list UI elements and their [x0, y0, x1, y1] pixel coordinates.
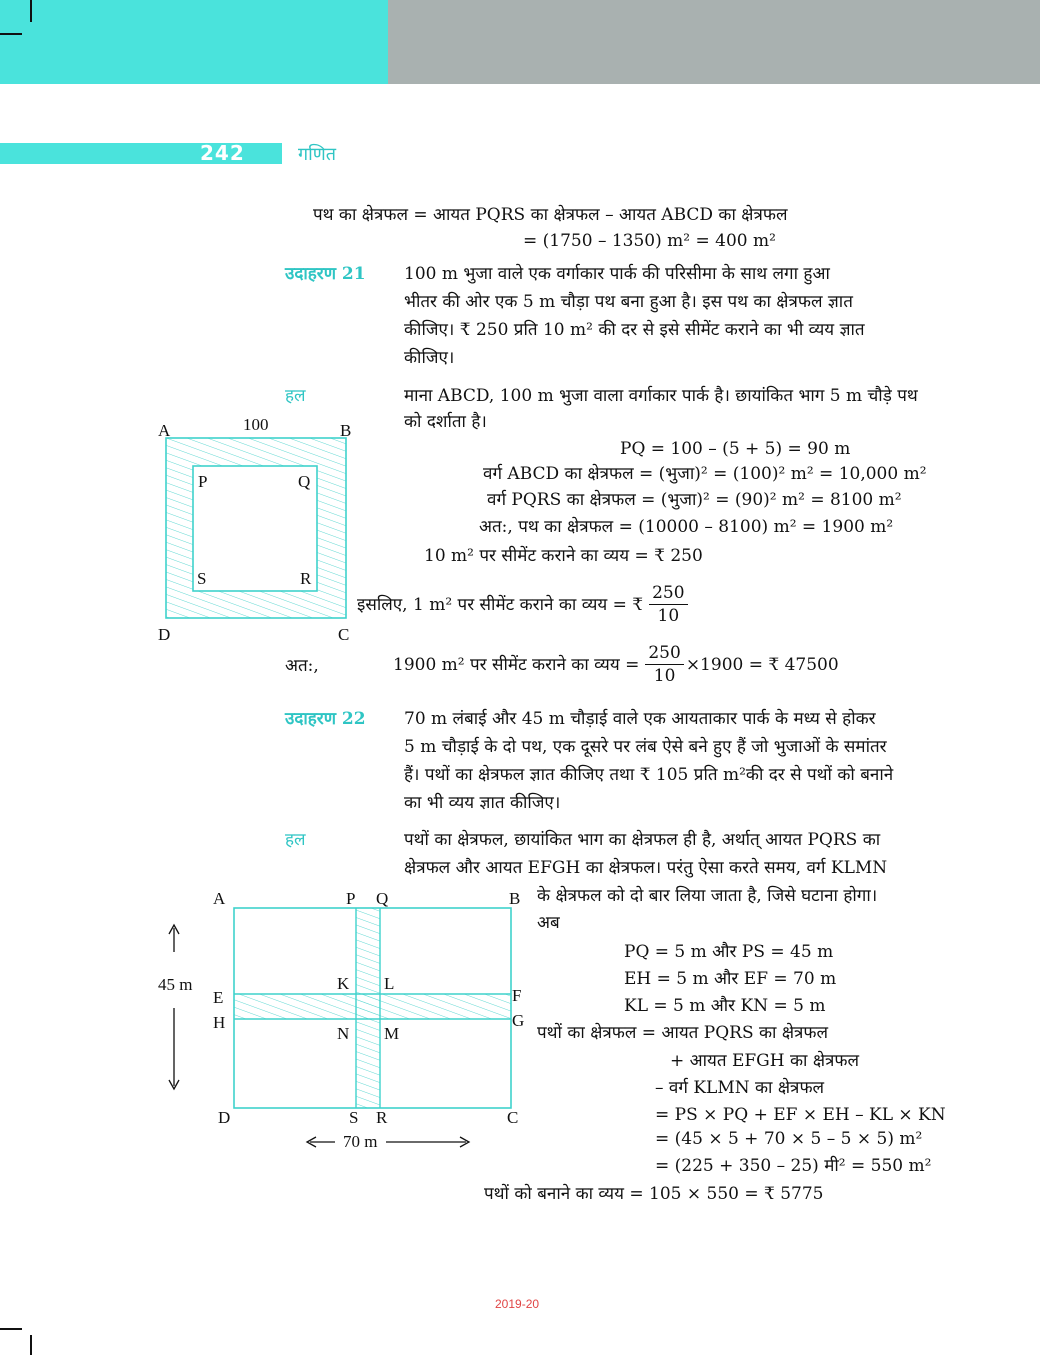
header-teal-band: [0, 0, 388, 84]
vertex-label-a: A: [213, 889, 226, 908]
vertex-label-g: G: [512, 1011, 525, 1030]
crop-mark: [0, 33, 22, 35]
fraction-numerator: 250: [645, 642, 683, 665]
example-22-question-line: का भी व्यय ज्ञात कीजिए।: [404, 793, 561, 813]
intro-line-1: पथ का क्षेत्रफल = आयत PQRS का क्षेत्रफल – आयत ABCD का क्षेत्रफल: [313, 205, 788, 225]
side-label: 100: [243, 415, 269, 434]
subject-title: गणित: [298, 144, 337, 165]
example-22-solution-intro: पथों का क्षेत्रफल, छायांकित भाग का क्षेत्रफल ही है, अर्थात् आयत PQRS का: [404, 830, 881, 850]
vertex-label-l: L: [384, 974, 395, 993]
vertex-label-s: S: [349, 1108, 359, 1127]
crop-mark: [30, 0, 32, 22]
vertex-label-r: R: [300, 569, 312, 588]
example-21-step: वर्ग PQRS का क्षेत्रफल = (भुजा)² = (90)² m² = 8100 m²: [487, 490, 902, 510]
square-park-figure: [150, 410, 370, 645]
example-22-step: KL = 5 m और KN = 5 m: [624, 996, 826, 1016]
example-21-question-line: 100 m भुजा वाले एक वर्गाकार पार्क की परिसीमा के साथ लगा हुआ: [404, 264, 830, 284]
rectangular-park-figure: [150, 880, 535, 1155]
intro-line-2: = (1750 – 1350) m² = 400 m²: [523, 231, 776, 251]
crop-mark: [30, 1335, 32, 1355]
example-22-step: = (45 × 5 + 70 × 5 – 5 × 5) m²: [655, 1129, 923, 1149]
example-21-final-cost: [393, 642, 839, 687]
final-cost-text: 1900 m² पर सीमेंट कराने का व्यय =: [393, 654, 640, 675]
example-21-step: PQ = 100 – (5 + 5) = 90 m: [620, 439, 851, 459]
example-22-solution-label: हल: [285, 830, 306, 850]
vertex-label-e: E: [213, 988, 224, 1007]
example-22-step: = PS × PQ + EF × EH – KL × KN: [655, 1105, 946, 1125]
example-22-solution-intro: अब: [537, 913, 560, 933]
example-22-solution-intro: क्षेत्रफल और आयत EFGH का क्षेत्रफल। परंतु ऐसा करते समय, वर्ग KLMN: [404, 858, 888, 878]
example-22-question-line: हैं। पथों का क्षेत्रफल ज्ञात कीजिए तथा ₹ 105 प्रति m²की दर से पथों को बनाने: [404, 765, 894, 785]
vertex-label-d: D: [218, 1108, 231, 1127]
example-22-step: पथों का क्षेत्रफल = आयत PQRS का क्षेत्रफल: [537, 1023, 829, 1043]
header-gray-band: [388, 0, 1040, 84]
width-label: 70 m: [343, 1132, 378, 1151]
example-21-step: 10 m² पर सीमेंट कराने का व्यय = ₹ 250: [424, 546, 703, 566]
example-22-step: PQ = 5 m और PS = 45 m: [624, 942, 834, 962]
example-21-question-line: कीजिए। ₹ 250 प्रति 10 m² की दर से इसे सीमेंट कराने का भी व्यय ज्ञात: [404, 320, 865, 340]
example-22-label: उदाहरण 22: [285, 709, 366, 729]
footer-year: 2019-20: [495, 1297, 540, 1311]
vertex-label-p: P: [346, 889, 356, 908]
vertex-label-d: D: [158, 625, 171, 644]
example-21-solution-label: हल: [285, 386, 306, 406]
vertex-label-a: A: [158, 421, 171, 440]
example-21-step: अत:, पथ का क्षेत्रफल = (10000 – 8100) m² = 1900 m²: [479, 517, 894, 537]
vertex-label-r: R: [376, 1108, 388, 1127]
crop-mark: [0, 1328, 22, 1330]
vertex-label-b: B: [340, 421, 352, 440]
example-21-solution-intro: माना ABCD, 100 m भुजा वाला वर्गाकार पार्क है। छायांकित भाग 5 m चौड़े पथ: [404, 386, 918, 406]
horizontal-path-hatching: [234, 994, 511, 1019]
fraction-denominator: 10: [653, 666, 676, 686]
example-22-step: = (225 + 350 – 25) मी² = 550 m²: [655, 1156, 932, 1176]
example-21-label: उदाहरण 21: [285, 264, 366, 284]
fraction-numerator: 250: [649, 582, 687, 605]
example-22-solution-intro: के क्षेत्रफल को दो बार लिया जाता है, जिसे घटाना होगा।: [537, 886, 878, 906]
fraction-denominator: 10: [657, 606, 680, 626]
example-22-question-line: 70 m लंबाई और 45 m चौड़ाई वाले एक आयताकार पार्क के मध्य से होकर: [404, 709, 876, 729]
vertex-label-m: M: [384, 1024, 400, 1043]
final-fraction: [645, 642, 683, 687]
example-22-question-line: 5 m चौड़ाई के दो पथ, एक दूसरे पर लंब ऐसे बने हुए हैं जो भुजाओं के समांतर: [404, 737, 887, 757]
vertex-label-q: Q: [376, 889, 389, 908]
vertex-label-s: S: [197, 569, 207, 588]
height-label: 45 m: [158, 975, 193, 994]
per-unit-text: इसलिए, 1 m² पर सीमेंट कराने का व्यय = ₹: [357, 594, 644, 615]
example-21-solution-intro: को दर्शाता है।: [404, 412, 487, 432]
vertex-label-f: F: [512, 986, 522, 1005]
per-unit-fraction: [649, 582, 687, 627]
vertex-label-q: Q: [298, 472, 311, 491]
example-21-step: वर्ग ABCD का क्षेत्रफल = (भुजा)² = (100)² m² = 10,000 m²: [483, 464, 927, 484]
vertex-label-b: B: [509, 889, 521, 908]
vertex-label-k: K: [337, 974, 350, 993]
example-22-step: पथों को बनाने का व्यय = 105 × 550 = ₹ 5775: [484, 1184, 824, 1204]
example-21-final-prefix: अत:,: [285, 656, 319, 676]
final-cost-result: ×1900 = ₹ 47500: [685, 654, 839, 675]
example-22-step: + आयत EFGH का क्षेत्रफल: [670, 1051, 860, 1071]
vertex-label-h: H: [213, 1013, 226, 1032]
page-number: 242: [200, 141, 245, 165]
vertex-label-c: C: [338, 625, 350, 644]
example-21-question-line: भीतर की ओर एक 5 m चौड़ा पथ बना हुआ है। इस पथ का क्षेत्रफल ज्ञात: [404, 292, 853, 312]
example-22-step: EH = 5 m और EF = 70 m: [624, 969, 837, 989]
example-22-step: – वर्ग KLMN का क्षेत्रफल: [655, 1078, 825, 1098]
example-21-question-line: कीजिए।: [404, 348, 455, 368]
vertex-label-p: P: [198, 472, 208, 491]
vertex-label-c: C: [507, 1108, 519, 1127]
example-21-per-unit-cost: [357, 582, 690, 627]
vertex-label-n: N: [337, 1024, 350, 1043]
